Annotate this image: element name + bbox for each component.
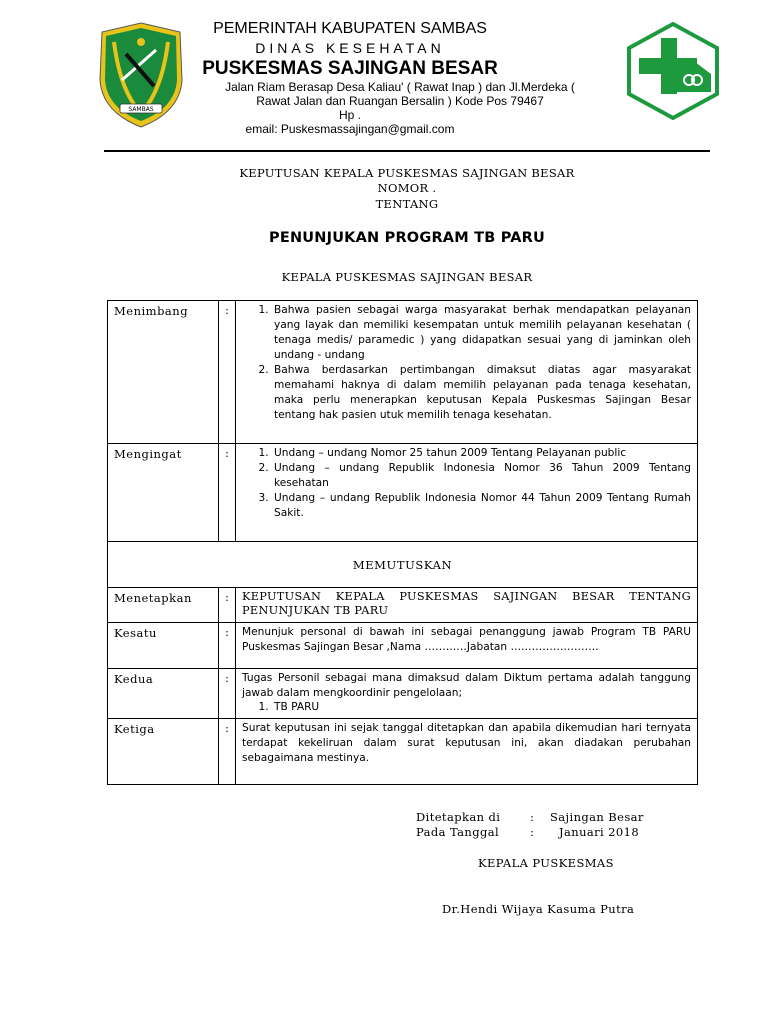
menetapkan-text: KEPUTUSAN KEPALA PUSKESMAS SAJINGAN BESAR TENTANG PENUNJUKAN TB PARU xyxy=(236,588,698,623)
place-value: Sajingan Besar xyxy=(550,810,644,824)
colon: : xyxy=(219,444,236,542)
list-item: 1. Undang – undang Nomor 25 tahun 2009 Tentang Pelayanan public xyxy=(272,446,691,461)
agency-name: DINAS KESEHATAN xyxy=(255,40,445,56)
decree-subject: PENUNJUKAN PROGRAM TB PARU xyxy=(269,230,545,246)
menimbang-label: Menimbang xyxy=(108,301,219,444)
email-line: email: Puskesmassajingan@gmail.com xyxy=(245,122,455,136)
mengingat-label: Mengingat xyxy=(108,444,219,542)
place-label: Ditetapkan di xyxy=(416,810,501,824)
address-line-1: Jalan Riam Berasap Desa Kaliau' ( Rawat Inap ) dan Jl.Merdeka ( xyxy=(225,80,575,94)
kesatu-text: Menunjuk personal di bawah ini sebagai penanggung jawab Program TB PARU Puskesmas Sajingan Besar ,Nama …………Jabatan ……………………. xyxy=(236,623,698,669)
kedua-label: Kedua xyxy=(108,669,219,719)
colon: : xyxy=(530,810,535,824)
address-line-2: Rawat Jalan dan Ruangan Bersalin ) Kode Pos 79467 xyxy=(256,94,544,108)
decree-table xyxy=(107,300,698,785)
menetapkan-row xyxy=(108,588,698,623)
decree-about: TENTANG xyxy=(375,197,439,211)
decree-heading: KEPUTUSAN KEPALA PUSKESMAS SAJINGAN BESAR xyxy=(239,166,575,180)
government-name: PEMERINTAH KABUPATEN SAMBAS xyxy=(213,20,487,37)
date-label: Pada Tanggal xyxy=(416,825,500,839)
memutuskan-heading: MEMUTUSKAN xyxy=(108,542,698,588)
signatory-name: Dr.Hendi Wijaya Kasuma Putra xyxy=(442,902,635,916)
decree-issuer: KEPALA PUSKESMAS SAJINGAN BESAR xyxy=(281,270,533,284)
colon: : xyxy=(219,719,236,785)
ketiga-row xyxy=(108,719,698,785)
colon: : xyxy=(219,623,236,669)
list-item: 2. Bahwa berdasarkan pertimbangan dimaksut diatas agar masyarakat memahami haknya di dalam memilih pelayanan pada tenaga kesehatan, maka perlu menerapkan keputusan Kepala Puskesmas Sajingan Besar tentang hak pasien utuk memilih tenaga kesehatan. xyxy=(272,363,691,423)
ketiga-label: Ketiga xyxy=(108,719,219,785)
kesatu-label: Kesatu xyxy=(108,623,219,669)
sambas-regency-logo xyxy=(96,20,186,130)
list-item: 1. TB PARU xyxy=(272,701,691,714)
signatory-title: KEPALA PUSKESMAS xyxy=(478,856,614,870)
menimbang-row xyxy=(108,301,698,444)
ketiga-text: Surat keputusan ini sejak tanggal ditetapkan dan apabila dikemudian hari ternyata terdapat kekeliruan dalam surat keputusan ini, akan diadakan perubahan sebagaimana mestinya. xyxy=(236,719,698,785)
phone-line: Hp . xyxy=(338,108,361,122)
puskesmas-name: PUSKESMAS SAJINGAN BESAR xyxy=(202,58,498,79)
kedua-row xyxy=(108,669,698,719)
colon: : xyxy=(219,301,236,444)
logo-banner-text: SAMBAS xyxy=(128,106,154,113)
list-item: 1. Bahwa pasien sebagai warga masyarakat berhak mendapatkan pelayanan yang layak dan memiliki kesempatan untuk memilih pelayanan kesehatan ( tenaga medis/ paramedic ) yang didapatkan sesuai yang di jaminkan oleh undang - undang xyxy=(272,303,691,363)
decree-number: NOMOR . xyxy=(377,181,437,195)
list-item: 2. Undang – undang Republik Indonesia Nomor 36 Tahun 2009 Tentang kesehatan xyxy=(272,461,691,491)
colon: : xyxy=(530,825,535,839)
puskesmas-logo xyxy=(625,22,721,120)
mengingat-row xyxy=(108,444,698,542)
kedua-text: Tugas Personil sebagai mana dimaksud dalam Diktum pertama adalah tanggung jawab dalam mengkoordinir pengelolaan; xyxy=(242,672,691,699)
menetapkan-label: Menetapkan xyxy=(108,588,219,623)
memutuskan-row xyxy=(108,542,698,588)
list-item: 3. Undang – undang Republik Indonesia Nomor 44 Tahun 2009 Tentang Rumah Sakit. xyxy=(272,491,691,521)
date-value: Januari 2018 xyxy=(559,825,640,839)
colon: : xyxy=(219,588,236,623)
letterhead-divider xyxy=(104,150,710,152)
colon: : xyxy=(219,669,236,719)
kesatu-row xyxy=(108,623,698,669)
